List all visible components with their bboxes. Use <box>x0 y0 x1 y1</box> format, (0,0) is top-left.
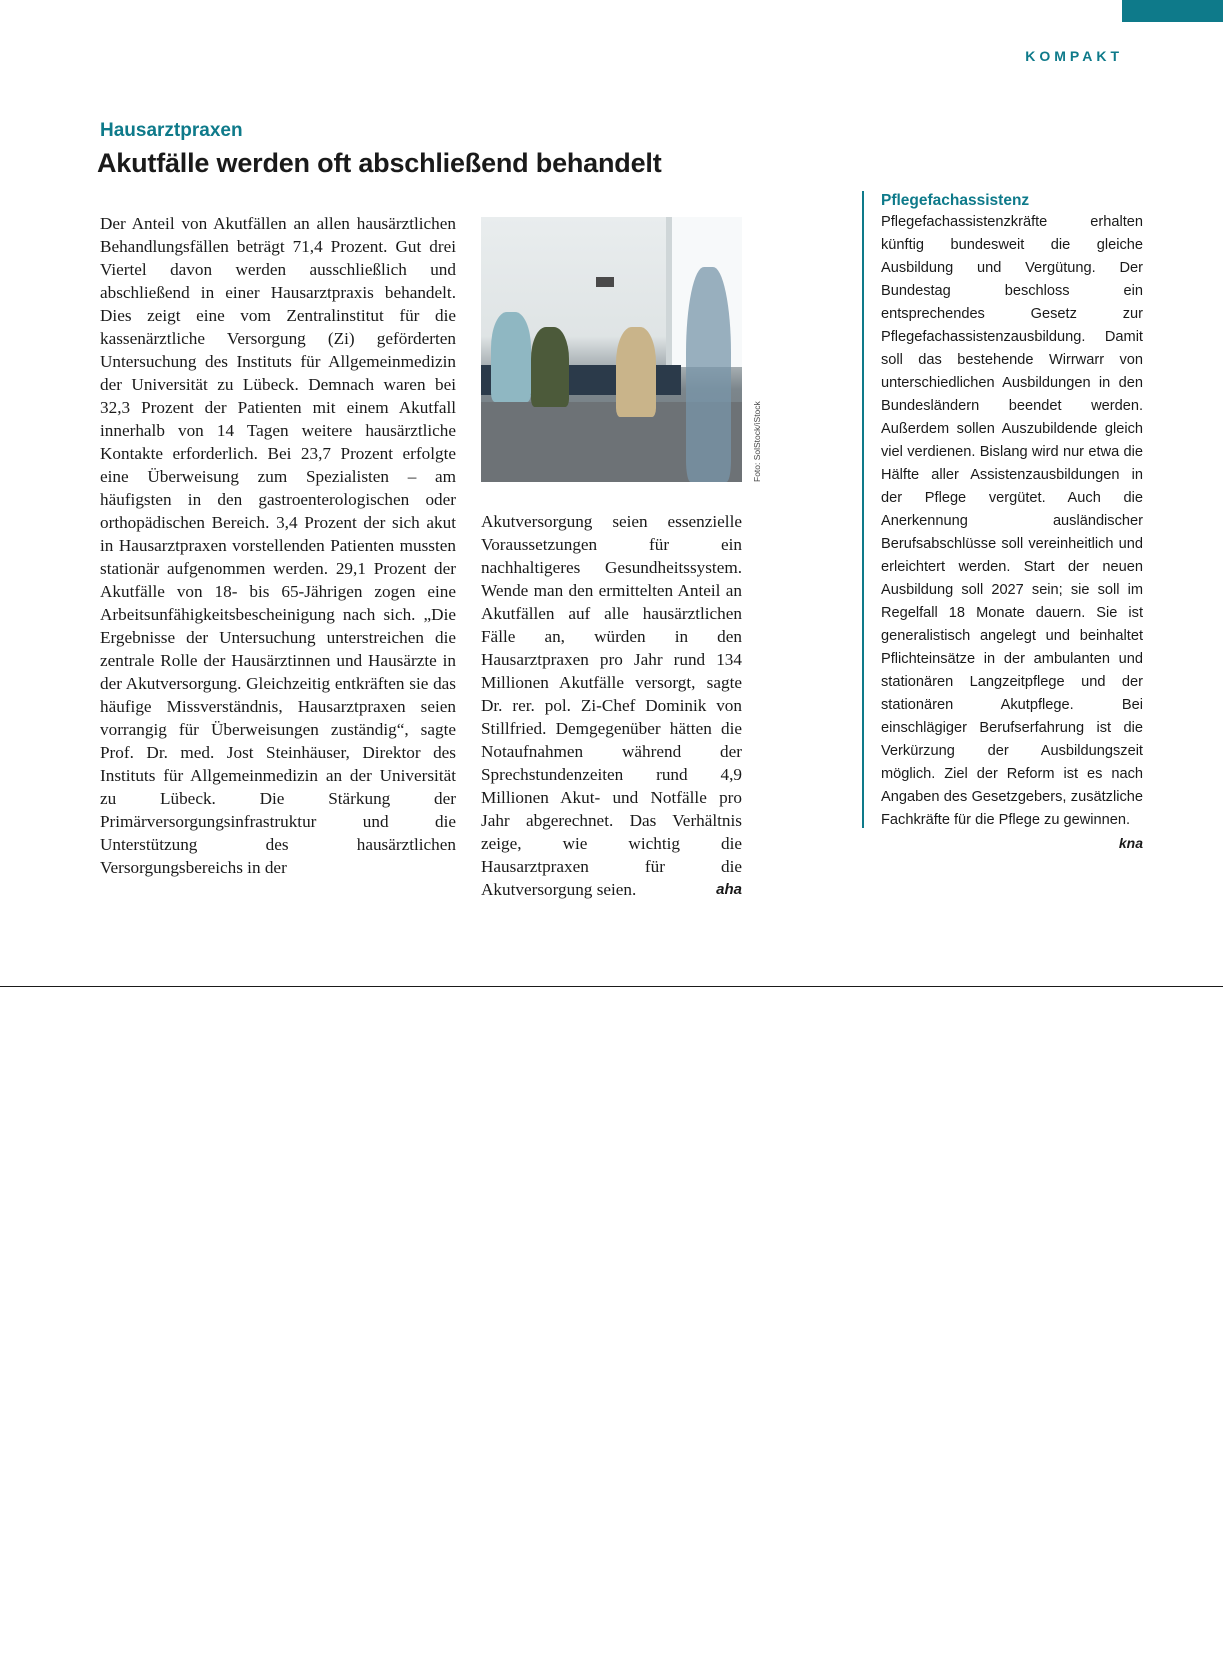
article-signature: aha <box>716 881 742 898</box>
sidebar-body-text: Pflegefachassistenzkräfte erhalten künftig bundesweit die gleiche Ausbildung und Vergütung. Der Bundestag beschloss ein entsprechendes Gesetz zur Pflegefachassistenzausbildung. Damit soll das bestehende Wirrwarr von unterschiedlichen Ausbildungen in den Bundesländern beendet werden. Außerdem sollen Auszubildende gleich viel verdienen. Bislang wird nur etwa die Hälfte aller Assistenzausbildungen in der Pflege vergütet. Auch die Anerkennung ausländischer Berufsabschlüsse soll vereinheitlich und erleichtert werden. Start der neuen Ausbildung soll 2027 sein; sie soll im Regelfall 18 Monate dauern. Sie ist generalistisch angelegt und beinhaltet Pflichteinsätze in der ambulanten und stationären Langzeitpflege und der stationären Akutpflege. Bei einschlägiger Berufserfahrung ist die Verkürzung der Ausbildungszeit möglich. Ziel der Reform ist es nach Angaben des Gesetzgebers, zusätzliche Fachkräfte für die Pflege zu gewinnen. <box>881 214 1143 828</box>
section-label: KOMPAKT <box>1025 48 1123 64</box>
article-text-part-2 <box>481 510 742 901</box>
horizontal-divider <box>0 986 1223 987</box>
article-text-part-1: Der Anteil von Akutfällen an allen hausärztlichen Behandlungsfällen beträgt 71,4 Prozent. Gut drei Viertel davon werden ausschließlich und abschließend in einer Hausarztpraxis behandelt. Dies zeigt eine vom Zentralinstitut für die kassenärztliche Versorgung (Zi) geförderten Untersuchung des Instituts für Allgemeinmedizin der Universität zu Lübeck. Demnach waren bei 32,3 Prozent der Patienten mit einem Akutfall innerhalb von 14 Tagen weitere hausärztliche Kontakte erforderlich. Bei 23,7 Prozent erfolgte eine Überweisung zum Spezialisten – am häufigsten in den gastroenterologischen oder orthopädischen Bereich. 3,4 Prozent der sich akut in Hausarztpraxen vorstellenden Patienten mussten stationär aufgenommen werden. 29,1 Prozent der Akutfälle von 18- bis 65-Jährigen zogen eine Arbeitsunfähigkeitsbescheinigung nach sich. „Die Ergebnisse der Untersuchung unterstreichen die zentrale Rolle der Hausärztinnen und Hausärzte in der Akutversorgung. Gleichzeitig entkräften sie das häufige Missverständnis, Hausarztpraxen seien vorrangig für Überweisungen zuständig“, sagte Prof. Dr. med. Jost Steinhäuser, Direktor des Instituts für Allgemeinmedizin an der Universität zu Lübeck. Die Stärkung der Primärversorgungsinfrastruktur und die Unterstützung des hausärztlichen Versorgungsbereichs in der <box>100 214 456 877</box>
article-text-part-2-body: Akutversorgung seien essenzielle Voraussetzungen für ein nachhaltigeres Gesundheitssystem. Wende man den ermittelten Anteil an Akutfällen auf alle hausärztlichen Fälle an, würden in den Hausarztpraxen pro Jahr rund 134 Millionen Akutfälle versorgt, sagte Dr. rer. pol. Zi-Chef Dominik von Stillfried. Demgegenüber hätten die Notaufnahmen während der Sprechstundenzeiten rund 4,9 Millionen Akut- und Notfälle pro Jahr abgerechnet. Das Verhältnis zeige, wie wichtig die Hausarztpraxen für die Akutversorgung seien. <box>481 512 742 899</box>
sidebar-body <box>881 211 1143 851</box>
sidebar-title: Pflegefachassistenz <box>881 192 1030 209</box>
photo-wall-sign <box>596 277 614 287</box>
photo-person-walking <box>686 267 731 482</box>
article-kicker: Hausarztpraxen <box>100 120 243 141</box>
article-column-2 <box>481 510 742 901</box>
photo-person <box>531 327 569 407</box>
photo-credit: Foto: SolStock/iStock <box>752 401 762 482</box>
waiting-room-photo <box>481 217 742 482</box>
corner-accent-bar <box>1122 0 1223 22</box>
article-headline: Akutfälle werden oft abschließend behandelt <box>97 148 662 178</box>
photo-person <box>616 327 656 417</box>
sidebar-box <box>862 191 1143 851</box>
sidebar-signature: kna <box>1118 835 1143 851</box>
article-column-1 <box>100 212 456 879</box>
photo-person <box>491 312 531 402</box>
